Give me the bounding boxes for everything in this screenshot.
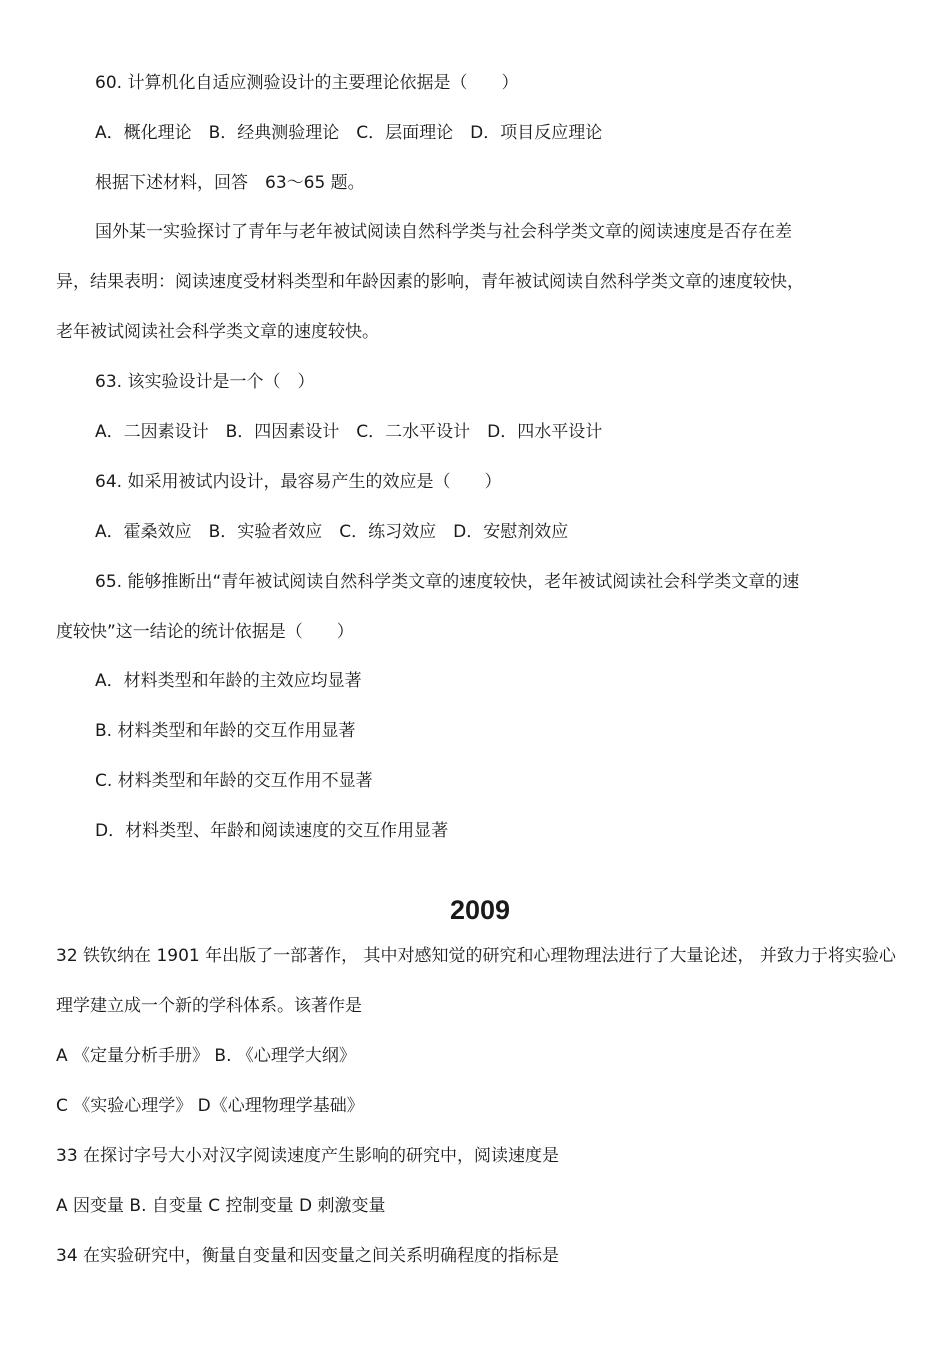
question-34-stem: 34 在实验研究中，衡量自变量和因变量之间关系明确程度的指标是 bbox=[56, 1246, 560, 1266]
question-63-stem: 63. 该实验设计是一个（ ） bbox=[95, 372, 315, 392]
question-63-options: A．二因素设计 B．四因素设计 C．二水平设计 D．四水平设计 bbox=[95, 422, 603, 442]
question-32-stem-line-1: 32 铁钦纳在 1901 年出版了一部著作， 其中对感知觉的研究和心理物理法进行了大量论述， 并致力于将实验心 bbox=[56, 946, 896, 966]
question-65-option-d: D．材料类型、年龄和阅读速度的交互作用显著 bbox=[95, 821, 449, 841]
question-33-stem: 33 在探讨字号大小对汉字阅读速度产生影响的研究中，阅读速度是 bbox=[56, 1146, 560, 1166]
question-60-options: A．概化理论 B．经典测验理论 C．层面理论 D．项目反应理论 bbox=[95, 123, 603, 143]
question-65-stem-line-2: 度较快”这一结论的统计依据是（ ） bbox=[56, 622, 354, 642]
question-65-option-a: A．材料类型和年龄的主效应均显著 bbox=[95, 671, 362, 691]
question-32-options-row-1: A 《定量分析手册》 B. 《心理学大纲》 bbox=[56, 1046, 356, 1066]
material-line-1: 国外某一实验探讨了青年与老年被试阅读自然科学类与社会科学类文章的阅读速度是否存在差 bbox=[95, 222, 792, 242]
question-60-stem: 60. 计算机化自适应测验设计的主要理论依据是（ ） bbox=[95, 73, 519, 93]
material-intro: 根据下述材料，回答 63～65 题。 bbox=[95, 173, 365, 193]
question-65-option-b: B. 材料类型和年龄的交互作用显著 bbox=[95, 721, 356, 741]
question-33-options: A 因变量 B. 自变量 C 控制变量 D 刺激变量 bbox=[56, 1196, 386, 1216]
material-line-2: 异，结果表明：阅读速度受材料类型和年龄因素的影响，青年被试阅读自然科学类文章的速度较快， bbox=[56, 272, 804, 292]
question-65-option-c: C. 材料类型和年龄的交互作用不显著 bbox=[95, 771, 373, 791]
question-64-options: A．霍桑效应 B．实验者效应 C．练习效应 D．安慰剂效应 bbox=[95, 522, 569, 542]
question-64-stem: 64. 如采用被试内设计，最容易产生的效应是（ ） bbox=[95, 472, 502, 492]
year-heading: 2009 bbox=[449, 895, 511, 925]
question-65-stem-line-1: 65. 能够推断出“青年被试阅读自然科学类文章的速度较快，老年被试阅读社会科学类文章的速 bbox=[95, 572, 800, 592]
question-32-options-row-2: C 《实验心理学》 D《心理物理学基础》 bbox=[56, 1096, 364, 1116]
material-line-3: 老年被试阅读社会科学类文章的速度较快。 bbox=[56, 322, 379, 342]
question-32-stem-line-2: 理学建立成一个新的学科体系。该著作是 bbox=[56, 996, 362, 1016]
